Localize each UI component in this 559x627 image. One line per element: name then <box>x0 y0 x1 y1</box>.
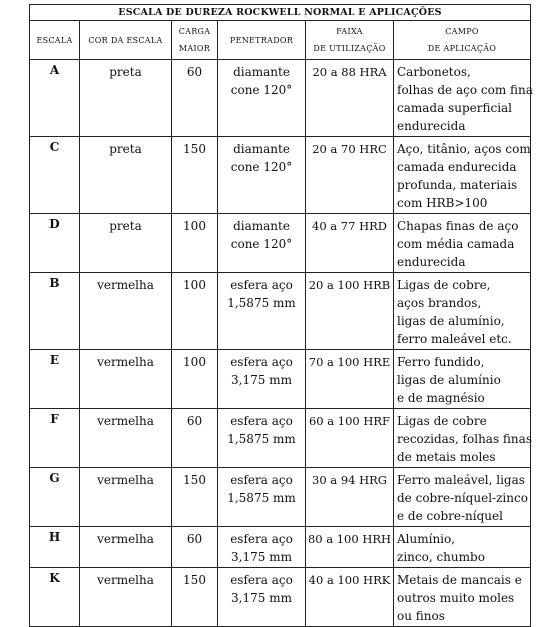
cell-penetrador <box>218 568 306 627</box>
table-row <box>30 273 531 350</box>
cell-faixa: 40 a 100 HRK <box>306 568 394 627</box>
cell-aplicacao <box>394 273 531 350</box>
cell-faixa: 20 a 100 HRB <box>306 273 394 350</box>
cell-aplicacao <box>394 60 531 137</box>
aplicacao-line: folhas de aço com fina <box>397 83 533 97</box>
table-row <box>30 409 531 468</box>
cell-carga: 150 <box>172 137 218 214</box>
table-row <box>30 468 531 527</box>
header-faixa: FAIXA DE UTILIZAÇÃO <box>306 21 394 60</box>
aplicacao-line: e de cobre-níquel <box>397 509 503 523</box>
cell-escala: G <box>30 468 80 527</box>
aplicacao-line: camada superficial <box>397 101 513 115</box>
aplicacao-line: Ferro maleável, ligas <box>397 473 525 487</box>
cell-aplicacao <box>394 137 531 214</box>
aplicacao-line: Chapas finas de aço <box>397 219 519 233</box>
header-carga: CARGA MAIOR <box>172 21 218 60</box>
aplicacao-line: ferro maleável etc. <box>397 332 512 346</box>
penetrador-line: 1,5875 mm <box>227 432 296 446</box>
cell-faixa: 70 a 100 HRE <box>306 350 394 409</box>
cell-aplicacao <box>394 568 531 627</box>
aplicacao-line: camada endurecida <box>397 160 517 174</box>
cell-escala: D <box>30 214 80 273</box>
header-row <box>30 21 531 60</box>
penetrador-line: 3,175 mm <box>231 550 292 564</box>
cell-aplicacao <box>394 409 531 468</box>
cell-aplicacao <box>394 350 531 409</box>
cell-cor: preta <box>80 214 172 273</box>
penetrador-line: diamante <box>233 219 290 233</box>
cell-faixa: 80 a 100 HRH <box>306 527 394 568</box>
header-escala: ESCALA <box>30 21 80 60</box>
cell-escala: B <box>30 273 80 350</box>
cell-penetrador <box>218 273 306 350</box>
aplicacao-line: Aço, titânio, aços com <box>397 142 531 156</box>
cell-penetrador <box>218 214 306 273</box>
penetrador-line: 1,5875 mm <box>227 296 296 310</box>
aplicacao-line: com média camada <box>397 237 515 251</box>
aplicacao-line: ligas de alumínio <box>397 373 501 387</box>
cell-escala: H <box>30 527 80 568</box>
penetrador-line: 1,5875 mm <box>227 491 296 505</box>
cell-carga: 100 <box>172 350 218 409</box>
aplicacao-line: com HRB>100 <box>397 196 488 210</box>
cell-penetrador <box>218 137 306 214</box>
cell-escala: A <box>30 60 80 137</box>
penetrador-line: diamante <box>233 142 290 156</box>
cell-cor: vermelha <box>80 409 172 468</box>
penetrador-line: esfera aço <box>230 278 293 292</box>
aplicacao-line: Ligas de cobre, <box>397 278 491 292</box>
cell-faixa: 60 a 100 HRF <box>306 409 394 468</box>
cell-penetrador <box>218 350 306 409</box>
cell-carga: 60 <box>172 409 218 468</box>
aplicacao-line: profunda, materiais <box>397 178 518 192</box>
cell-cor: preta <box>80 60 172 137</box>
header-penetrador: PENETRADOR <box>218 21 306 60</box>
aplicacao-line: e de magnésio <box>397 391 485 405</box>
cell-cor: vermelha <box>80 273 172 350</box>
cell-aplicacao <box>394 527 531 568</box>
cell-faixa: 30 a 94 HRG <box>306 468 394 527</box>
cell-penetrador <box>218 60 306 137</box>
cell-aplicacao <box>394 214 531 273</box>
aplicacao-line: ou finos <box>397 609 445 623</box>
table-title: ESCALA DE DUREZA ROCKWELL NORMAL E APLICAÇÕES <box>30 5 531 21</box>
aplicacao-line: zinco, chumbo <box>397 550 485 564</box>
cell-escala: F <box>30 409 80 468</box>
table-row <box>30 214 531 273</box>
cell-faixa: 20 a 88 HRA <box>306 60 394 137</box>
cell-cor: vermelha <box>80 568 172 627</box>
cell-escala: E <box>30 350 80 409</box>
penetrador-line: cone 120° <box>230 83 293 97</box>
aplicacao-line: Ferro fundido, <box>397 355 485 369</box>
cell-faixa: 40 a 77 HRD <box>306 214 394 273</box>
cell-carga: 150 <box>172 468 218 527</box>
rockwell-table <box>29 4 531 627</box>
cell-penetrador <box>218 527 306 568</box>
penetrador-line: esfera aço <box>230 573 293 587</box>
penetrador-line: esfera aço <box>230 414 293 428</box>
aplicacao-line: ligas de alumínio, <box>397 314 505 328</box>
aplicacao-line: endurecida <box>397 255 466 269</box>
cell-cor: preta <box>80 137 172 214</box>
table-row <box>30 568 531 627</box>
aplicacao-line: de metais moles <box>397 450 496 464</box>
penetrador-line: 3,175 mm <box>231 373 292 387</box>
penetrador-line: 3,175 mm <box>231 591 292 605</box>
cell-escala: C <box>30 137 80 214</box>
cell-penetrador <box>218 409 306 468</box>
aplicacao-line: recozidas, folhas finas <box>397 432 532 446</box>
penetrador-line: esfera aço <box>230 473 293 487</box>
cell-cor: vermelha <box>80 468 172 527</box>
cell-cor: vermelha <box>80 527 172 568</box>
cell-carga: 100 <box>172 214 218 273</box>
aplicacao-line: aços brandos, <box>397 296 482 310</box>
aplicacao-line: de cobre-níquel-zinco <box>397 491 528 505</box>
penetrador-line: esfera aço <box>230 355 293 369</box>
cell-carga: 150 <box>172 568 218 627</box>
aplicacao-line: Carbonetos, <box>397 65 471 79</box>
table-row <box>30 350 531 409</box>
cell-penetrador <box>218 468 306 527</box>
header-cor: COR DA ESCALA <box>80 21 172 60</box>
penetrador-line: cone 120° <box>230 237 293 251</box>
aplicacao-line: Metais de mancais e <box>397 573 522 587</box>
cell-faixa: 20 a 70 HRC <box>306 137 394 214</box>
cell-carga: 60 <box>172 60 218 137</box>
aplicacao-line: outros muito moles <box>397 591 515 605</box>
penetrador-line: cone 120° <box>230 160 293 174</box>
table-row <box>30 60 531 137</box>
cell-cor: vermelha <box>80 350 172 409</box>
header-campo: CAMPO DE APLICAÇÃO <box>394 21 531 60</box>
aplicacao-line: endurecida <box>397 119 466 133</box>
penetrador-line: diamante <box>233 65 290 79</box>
cell-carga: 100 <box>172 273 218 350</box>
cell-escala: K <box>30 568 80 627</box>
aplicacao-line: Alumínio, <box>397 532 456 546</box>
table-row <box>30 527 531 568</box>
table-row <box>30 137 531 214</box>
penetrador-line: esfera aço <box>230 532 293 546</box>
cell-carga: 60 <box>172 527 218 568</box>
aplicacao-line: Ligas de cobre <box>397 414 487 428</box>
cell-aplicacao <box>394 468 531 527</box>
